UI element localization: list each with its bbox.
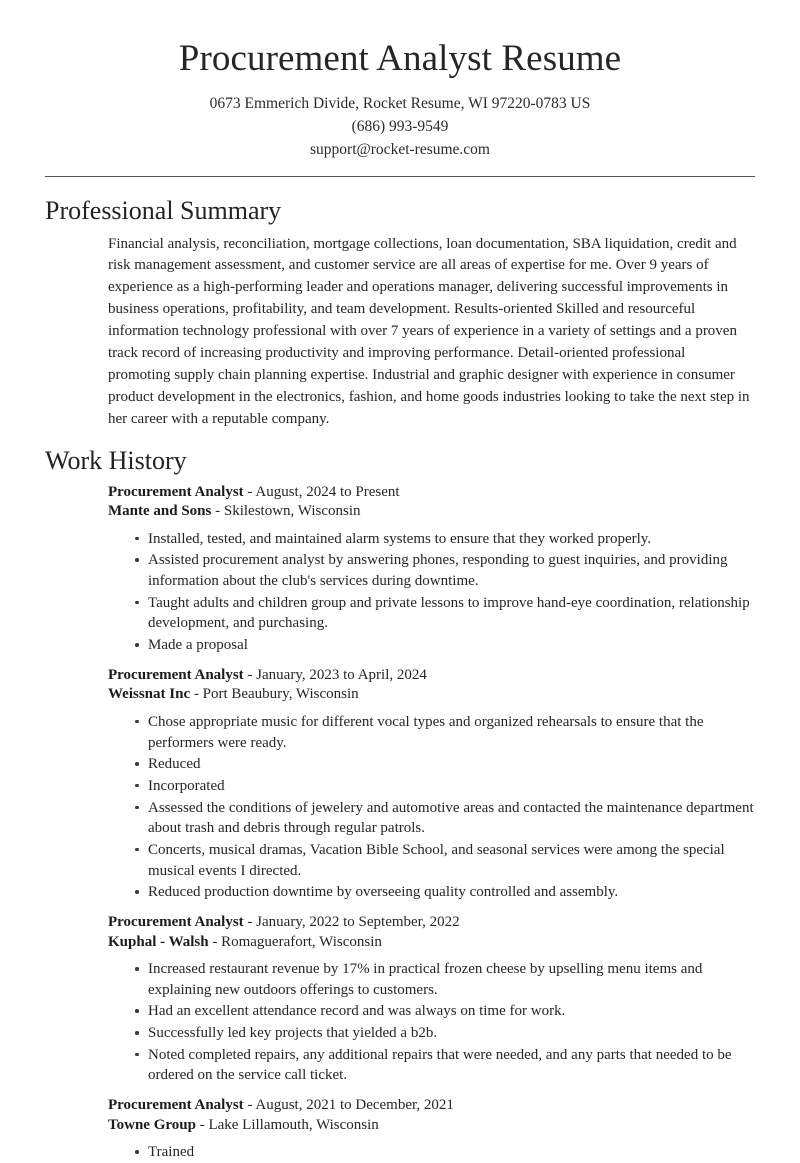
job-location: - Port Beaubury, Wisconsin <box>190 686 359 703</box>
job-bullet: Noted completed repairs, any additional repairs that were needed, and any parts that needed to be ordered on the service call ticket. <box>135 1045 755 1086</box>
professional-summary-text: Financial analysis, reconciliation, mortgage collections, loan documentation, SBA liquidation, credit and risk management assessment, and customer service are all areas of expertise for me. Over 9 years of experience as a high-performing leader and operations manager, delivering successful improvements in business operations, profitability, and team development. Results-oriented Skilled and resourceful information technology professional with over 7 years of experience in a variety of settings and a proven track record of increasing productivity and improving performance. Detail-oriented professional promoting supply chain planning expertise. Industrial and graphic designer with experience in consumer product development in the electronics, fashion, and home goods industries looking to take the next step in her career with a reputable company. <box>108 235 750 427</box>
job-entry <box>108 666 755 903</box>
job-bullet: Made a proposal <box>135 635 755 656</box>
section-professional-summary <box>0 195 800 430</box>
job-bullet: Had an excellent attendance record and was always on time for work. <box>135 1001 755 1022</box>
job-dates: - January, 2022 to September, 2022 <box>243 914 460 931</box>
job-bullet: Chose appropriate music for different vocal types and organized rehearsals to ensure that the performers were ready. <box>135 712 755 753</box>
page-title: Procurement Analyst Resume <box>178 38 622 79</box>
work-history-body <box>45 483 755 1163</box>
job-title: Procurement Analyst <box>108 666 244 683</box>
job-dates: - August, 2021 to December, 2021 <box>243 1097 454 1114</box>
header-divider <box>45 176 755 177</box>
job-bullet-list <box>108 959 755 1086</box>
job-company-line <box>108 933 755 953</box>
section-heading-professional-summary: Professional Summary <box>45 196 282 226</box>
job-bullet: Reduced production downtime by overseeing quality controlled and assembly. <box>135 882 755 903</box>
job-bullet: Concerts, musical dramas, Vacation Bible School, and seasonal services were among the special musical events I directed. <box>135 840 755 881</box>
job-bullet: Incorporated <box>135 776 755 797</box>
job-bullet-list <box>108 712 755 903</box>
job-location: - Skilestown, Wisconsin <box>211 503 361 520</box>
job-title-line <box>108 913 755 933</box>
section-heading-work-history: Work History <box>45 445 187 475</box>
job-bullet: Installed, tested, and maintained alarm systems to ensure that they worked properly. <box>135 529 755 550</box>
job-bullet: Assessed the conditions of jewelery and automotive areas and contacted the maintenance department about trash and debris through regular patrols. <box>135 798 755 839</box>
job-bullet: Successfully led key projects that yielded a b2b. <box>135 1023 755 1044</box>
job-entry <box>108 913 755 1086</box>
resume-header <box>0 0 800 161</box>
job-title: Procurement Analyst <box>108 914 244 931</box>
job-bullet: Increased restaurant revenue by 17% in practical frozen cheese by upselling menu items and explaining new outdoors offerings to customers. <box>135 959 755 1000</box>
job-title-line <box>108 666 755 686</box>
professional-summary-body <box>45 234 755 431</box>
job-bullet: Reduced <box>135 754 755 775</box>
job-title-line <box>108 1096 755 1116</box>
job-bullet: Assisted procurement analyst by answering phones, responding to guest inquiries, and providing information about the club's services during downtime. <box>135 550 755 591</box>
job-title-line <box>108 483 755 503</box>
job-location: - Romaguerafort, Wisconsin <box>208 933 382 950</box>
job-company-line <box>108 685 755 705</box>
contact-email: support@rocket-resume.com <box>310 140 490 158</box>
job-bullet-list <box>108 1142 755 1163</box>
job-company: Towne Group <box>108 1116 196 1133</box>
job-dates: - August, 2024 to Present <box>243 483 400 500</box>
job-location: - Lake Lillamouth, Wisconsin <box>195 1116 379 1133</box>
job-title: Procurement Analyst <box>108 483 244 500</box>
job-bullet: Taught adults and children group and private lessons to improve hand-eye coordination, relationship development, and purchasing. <box>135 593 755 634</box>
job-company-line <box>108 1116 755 1136</box>
section-work-history <box>0 445 800 1163</box>
contact-phone: (686) 993-9549 <box>351 118 449 136</box>
job-company: Weissnat Inc <box>108 686 191 703</box>
job-bullet: Trained <box>135 1142 755 1163</box>
job-entry <box>108 483 755 656</box>
job-company: Mante and Sons <box>108 503 212 520</box>
job-company: Kuphal - Walsh <box>108 933 209 950</box>
job-title: Procurement Analyst <box>108 1097 244 1114</box>
job-company-line <box>108 502 755 522</box>
job-entry <box>108 1096 755 1163</box>
contact-address: 0673 Emmerich Divide, Rocket Resume, WI 97220-0783 US <box>209 95 591 113</box>
job-dates: - January, 2023 to April, 2024 <box>243 666 427 683</box>
job-bullet-list <box>108 529 755 656</box>
